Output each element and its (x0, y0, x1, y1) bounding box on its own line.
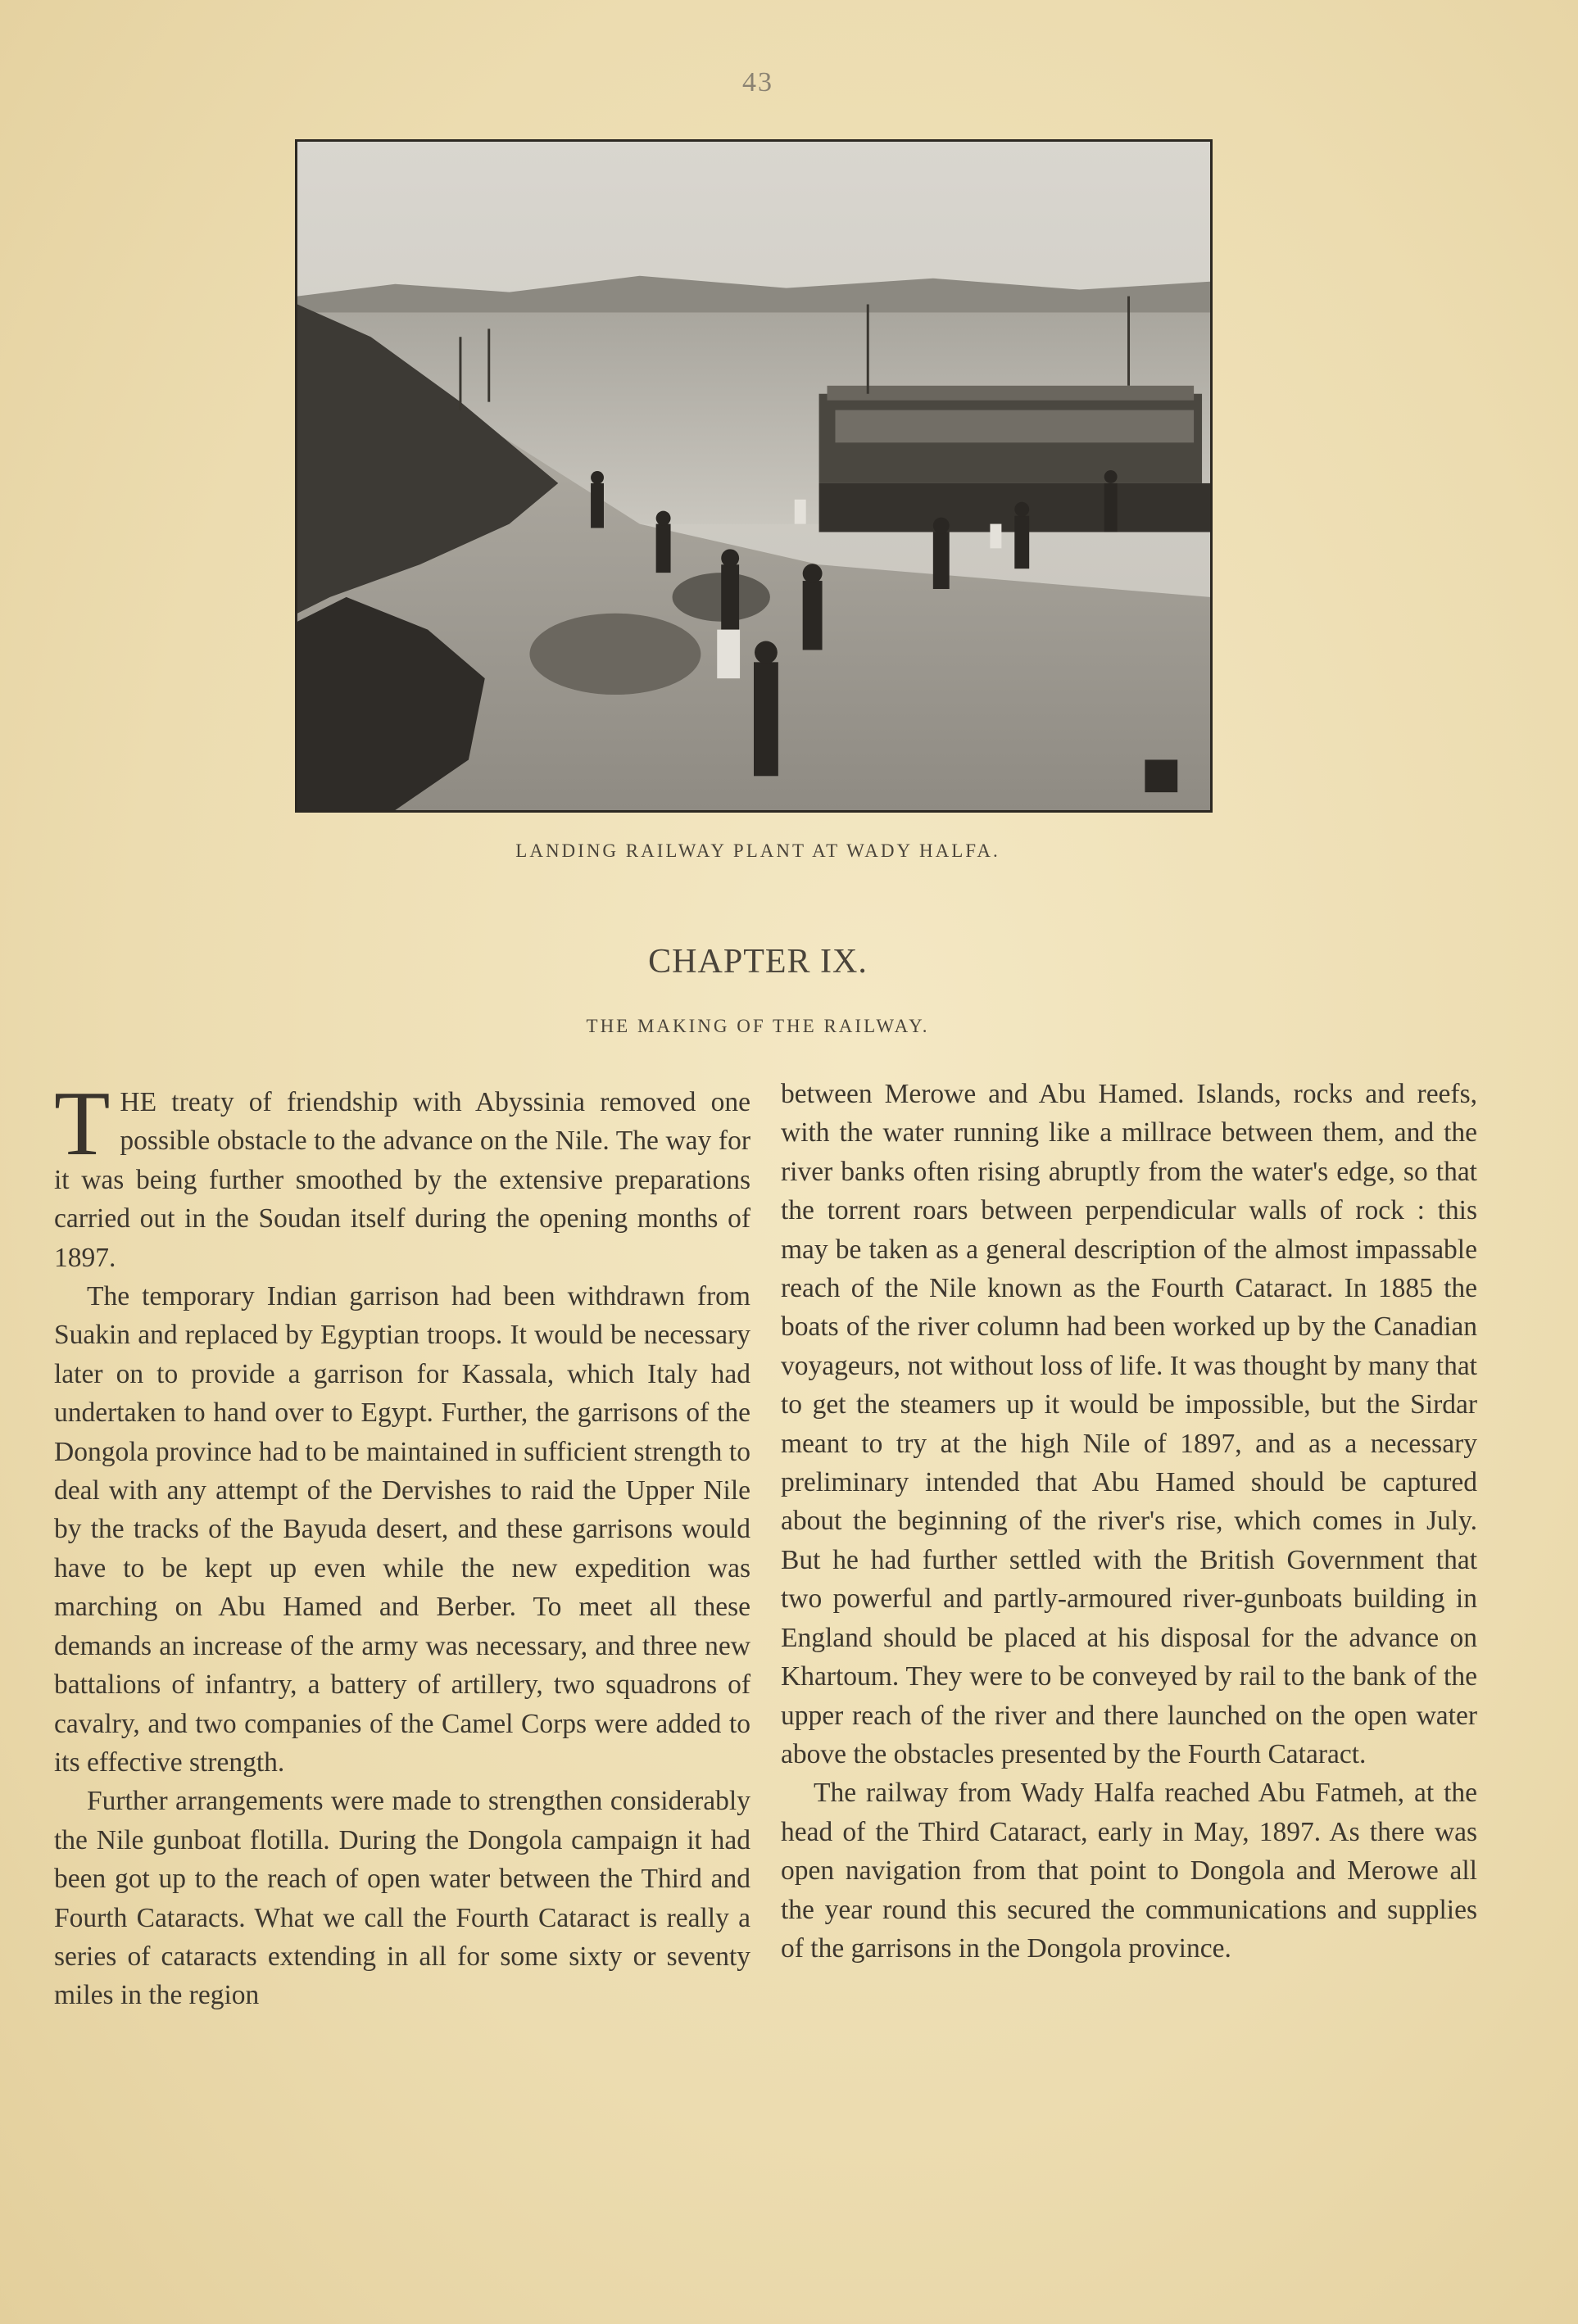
paragraph-4: The railway from Wady Halfa reached Abu Fatmeh, at the head of the Third Cataract, early in May, 1897. As there was open navigation from that point to Dongola and Merowe all the year round this secured the communications and supplies of the garrisons in the Dongola province. (781, 1778, 1477, 1964)
chapter-subtitle: THE MAKING OF THE RAILWAY. (586, 1016, 930, 1036)
text-column-right (781, 1075, 1477, 1968)
paragraph-2: The temporary Indian garrison had been withdrawn from Suakin and replaced by Egyptian troops. It would be necessary later on to provide a garrison for Kassala, which Italy had undertaken to hand over to Egypt. Further, the garrisons of the Dongola province had to be maintained in sufficient strength to deal with any attempt of the Dervishes to raid the Upper Nile by the tracks of the Bayuda desert, and these garrisons would have to be kept up even while the new expedition was marching on Abu Hamed and Berber. To meet all these demands an increase of the army was necessary, and three new battalions of infantry, a battery of artillery, two squadrons of cavalry, and two companies of the Camel Corps were added to its effective strength. (54, 1281, 750, 1778)
paragraph-1 (54, 1073, 750, 1277)
paragraph-1-text: HE treaty of friendship with Abyssinia removed one possible obstacle to the advance on the Nile. The way for it was being further smoothed by the extensive preparations carried out in the Soudan itself during the opening months of 1897. (54, 1087, 750, 1273)
page-number: 43 (742, 67, 773, 97)
landing-railway-plant-photo (297, 142, 1210, 810)
paragraph-3-continued: between Merowe and Abu Hamed. Islands, rocks and reefs, with the water running like a millrace between them, and the river banks often rising abruptly from the water's edge, so that the torrent roars between perpendicular walls of rock : this may be taken as a general description of the almost impassable reach of the Nile known as the Fourth Cataract. In 1885 the boats of the river column had been worked up by the Canadian voyageurs, not without loss of life. It was thought by many that to get the steamers up it would be impossible, but the Sirdar meant to try at the high Nile of 1897, and as a necessary preliminary intended that Abu Hamed should be captured about the beginning of the river's rise, which comes in July. But he had further settled with the British Government that two powerful and partly-armoured river-gunboats building in England should be placed at his disposal for the advance on Khartoum. They were to be conveyed by rail to the bank of the upper reach of the river and there launched on the open water above the obstacles presented by the Fourth Cataract. (781, 1079, 1477, 1769)
paragraph-3: Further arrangements were made to strengthen considerably the Nile gunboat flotilla. During the Dongola campaign it had been got up to the reach of open water between the Third and Fourth Cataracts. What we call the Fourth Cataract is really a series of cataracts extending in all for some sixty or seventy miles in the region (54, 1786, 750, 2011)
text-column-left (54, 1073, 750, 2015)
figure-caption: LANDING RAILWAY PLANT AT WADY HALFA. (515, 840, 1000, 861)
drop-cap: T (54, 1073, 111, 1175)
chapter-title: CHAPTER IX. (648, 943, 868, 981)
halftone-photograph (295, 139, 1213, 813)
